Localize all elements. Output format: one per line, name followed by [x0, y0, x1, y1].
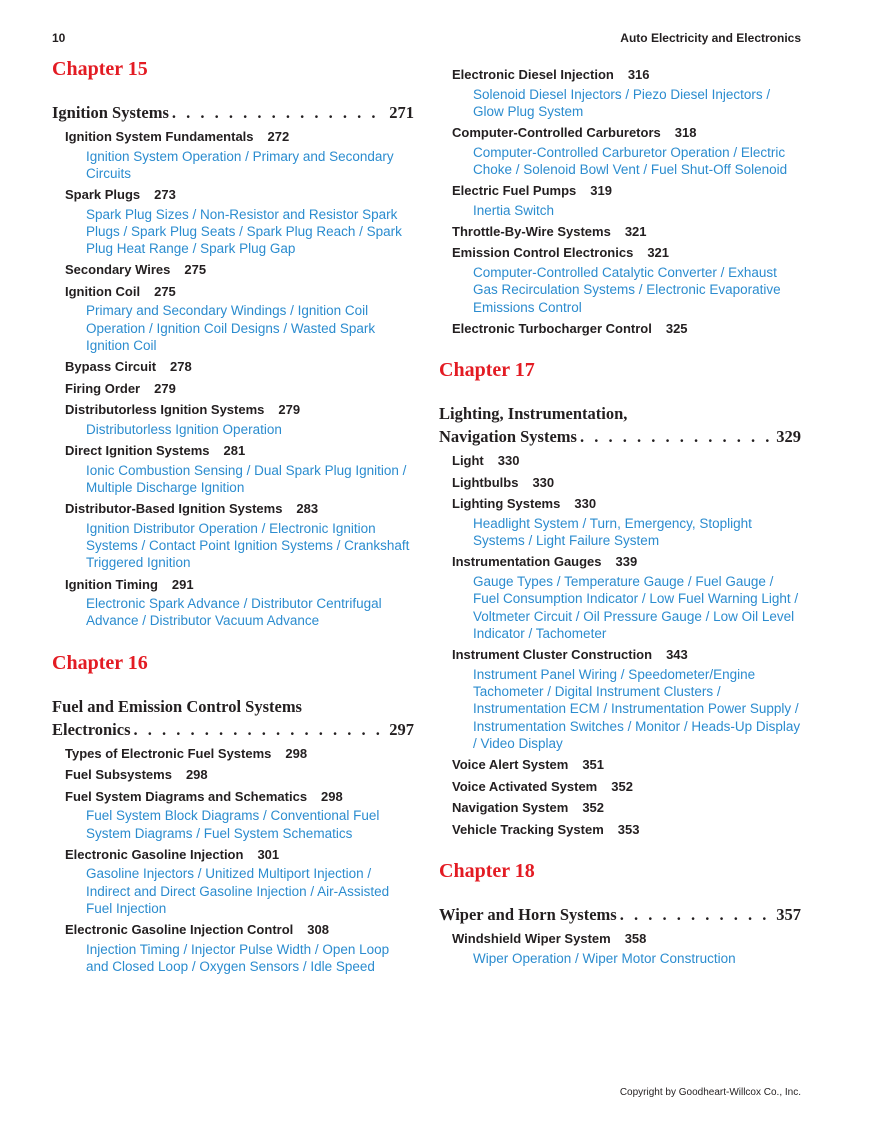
- part-page-number: 297: [389, 719, 414, 739]
- toc-entry-heading: [65, 766, 414, 784]
- toc-entry-title: Electronic Turbocharger Control: [452, 320, 652, 336]
- toc-entry-subtopics: Headlight System / Turn, Emergency, Stoplight Systems / Light Failure System: [473, 515, 752, 549]
- toc-entry: [439, 930, 801, 967]
- toc-entry-subtopics: Computer-Controlled Catalytic Converter / Exhaust Gas Recirculation Systems / Electronic Evaporative Emissions Control: [473, 264, 781, 315]
- toc-entry-subtopics: Instrument Panel Wiring / Speedometer/Engine Tachometer / Digital Instrument Clusters / Instrumentation ECM / Instrumentation Power Supply / Instrumentation Switches / Monitor / Heads-Up Display / Video Display: [473, 666, 801, 751]
- part-page-number: 271: [389, 103, 414, 122]
- toc-entry-title: Ignition Timing: [65, 576, 158, 592]
- toc-entry-subtopics: Injection Timing / Injector Pulse Width / Open Loop and Closed Loop / Oxygen Sensors / Idle Speed: [86, 941, 390, 975]
- toc-entry-page: 301: [257, 846, 280, 862]
- toc-entry-page: 352: [611, 778, 633, 794]
- chapter-16-title: [52, 695, 414, 741]
- toc-entry-subtopics: Gasoline Injectors / Unitized Multiport Injection / Indirect and Direct Gasoline Injection / Air-Assisted Fuel Injection: [86, 866, 390, 916]
- toc-entry: [52, 261, 414, 279]
- toc-entry-heading: [65, 261, 414, 279]
- toc-entry-title: Voice Alert System: [452, 757, 569, 773]
- toc-entry-subtopics: Ionic Combustion Sensing / Dual Spark Plug Ignition / Multiple Discharge Ignition: [86, 462, 407, 495]
- toc-entry-title: Navigation System: [452, 800, 569, 816]
- toc-entry: [52, 186, 414, 257]
- toc-entry-heading: [452, 778, 801, 796]
- toc-entry-page: 321: [624, 223, 647, 239]
- topic-list: [439, 452, 801, 838]
- toc-entry-heading: [65, 921, 414, 939]
- toc-entry-page: 352: [582, 800, 605, 816]
- toc-entry-heading: [452, 66, 801, 84]
- toc-entry-title: Electronic Gasoline Injection: [65, 846, 244, 862]
- toc-entry-page: 325: [665, 320, 688, 336]
- toc-entry-heading: [65, 846, 414, 864]
- toc-entry: [52, 380, 414, 398]
- toc-entry-subtopics: Distributorless Ignition Operation: [86, 421, 282, 437]
- toc-entry: [439, 778, 801, 796]
- left-column: [52, 58, 414, 975]
- toc-entry: [52, 576, 414, 630]
- page-number: 10: [52, 31, 66, 45]
- toc-entry-subtopics: Ignition System Operation / Primary and Secondary Circuits: [86, 148, 394, 181]
- toc-entry-heading: [452, 799, 801, 817]
- toc-entry-title: Emission Control Electronics: [452, 245, 634, 261]
- toc-entry-heading: [452, 474, 801, 492]
- toc-entry-page: 351: [582, 757, 605, 773]
- toc-entry-heading: [452, 553, 801, 571]
- toc-entry-heading: [65, 576, 414, 594]
- toc-entry-heading: [452, 452, 801, 470]
- toc-entry-heading: [65, 283, 414, 301]
- toc-entry-heading: [65, 401, 414, 419]
- toc-entry-page: 321: [647, 245, 670, 261]
- toc-entry-title: Direct Ignition Systems: [65, 443, 210, 459]
- toc-entry-heading: [65, 380, 414, 398]
- toc-entry-title: Voice Activated System: [452, 778, 598, 794]
- toc-entry-title: Windshield Wiper System: [452, 931, 611, 947]
- toc-entry: [439, 66, 801, 120]
- toc-entry-title: Ignition Coil: [65, 283, 141, 299]
- part-page-number: 329: [776, 427, 801, 447]
- toc-entry-page: 330: [574, 496, 597, 512]
- toc-entry-page: 353: [617, 821, 640, 837]
- toc-entry-heading: [452, 223, 801, 241]
- toc-entry: [439, 821, 801, 839]
- toc-entry-page: 281: [223, 443, 246, 459]
- toc-entry-title: Ignition System Fundamentals: [65, 129, 254, 144]
- toc-entry-heading: [65, 788, 414, 806]
- toc-entry-subtopics: Ignition Distributor Operation / Electronic Ignition Systems / Contact Point Ignition Systems / Crankshaft Triggered Ignition: [86, 520, 410, 571]
- part-page-number: 357: [776, 905, 801, 925]
- toc-entry-heading: [65, 186, 414, 204]
- toc-entry-title: Throttle-By-Wire Systems: [452, 223, 611, 239]
- toc-entry-title: Electronic Gasoline Injection Control: [65, 922, 294, 938]
- toc-entry-heading: [452, 320, 801, 338]
- toc-entry-page: 319: [590, 183, 612, 199]
- toc-entry: [439, 320, 801, 338]
- toc-entry: [52, 283, 414, 354]
- toc-entry-page: 358: [624, 931, 647, 947]
- toc-entry-page: 339: [615, 554, 638, 570]
- toc-entry-heading: [452, 930, 801, 948]
- chapter-18-title: [439, 903, 801, 926]
- toc-entry-heading: [65, 358, 414, 376]
- toc-entry: [439, 124, 801, 178]
- toc-entry-heading: [452, 244, 801, 262]
- toc-entry-heading: [65, 745, 414, 763]
- topic-list: [52, 745, 414, 976]
- toc-entry-title: Vehicle Tracking System: [452, 821, 604, 837]
- toc-entry: [439, 474, 801, 492]
- dot-leader: [169, 101, 383, 124]
- toc-entry: [439, 646, 801, 752]
- toc-entry-page: 308: [307, 922, 329, 938]
- toc-entry: [52, 358, 414, 376]
- toc-entry-page: 343: [666, 647, 688, 663]
- toc-entry: [52, 921, 414, 975]
- chapter-18-label: Chapter 18: [439, 860, 535, 883]
- chapter-15-title: [52, 101, 414, 124]
- dot-leader: [131, 718, 384, 741]
- toc-entry-title: Types of Electronic Fuel Systems: [65, 745, 272, 761]
- toc-entry-title: Spark Plugs: [65, 187, 141, 203]
- topic-list: [439, 66, 801, 337]
- toc-entry-page: 279: [154, 380, 176, 396]
- toc-entry-title: Electronic Diesel Injection: [452, 67, 614, 82]
- toc-entry: [52, 788, 414, 842]
- toc-entry-page: 298: [285, 745, 308, 761]
- chapter-17-title: [439, 402, 801, 448]
- toc-entry: [439, 223, 801, 241]
- toc-entry-page: 278: [170, 359, 192, 375]
- toc-entry-title: Computer-Controlled Carburetors: [452, 125, 661, 141]
- right-column: [439, 58, 801, 967]
- toc-entry-heading: [452, 495, 801, 513]
- toc-entry: [439, 756, 801, 774]
- chapter-16-label: Chapter 16: [52, 651, 148, 674]
- topic-list: [52, 128, 414, 630]
- toc-entry-subtopics: Spark Plug Sizes / Non-Resistor and Resistor Spark Plugs / Spark Plug Seats / Spark Plug Reach / Spark Plug Heat Range / Spark Plug Gap: [86, 206, 402, 257]
- toc-entry-page: 273: [154, 187, 176, 203]
- toc-entry-page: 330: [497, 453, 520, 469]
- toc-entry-title: Firing Order: [65, 380, 141, 396]
- toc-entry-title: Lighting Systems: [452, 496, 561, 512]
- toc-entry-subtopics: Solenoid Diesel Injectors / Piezo Diesel Injectors / Glow Plug System: [473, 86, 771, 119]
- toc-entry-title: Secondary Wires: [65, 262, 171, 278]
- toc-entry: [52, 500, 414, 571]
- toc-entry-title: Bypass Circuit: [65, 359, 157, 375]
- toc-entry: [439, 244, 801, 315]
- toc-entry-heading: [452, 646, 801, 664]
- toc-entry-subtopics: Fuel System Block Diagrams / Conventional Fuel System Diagrams / Fuel System Schematics: [86, 808, 380, 841]
- part-title-text: Electronics: [52, 719, 131, 739]
- toc-entry-title: Electric Fuel Pumps: [452, 183, 577, 199]
- part-title-text: Ignition Systems: [52, 103, 169, 122]
- running-title: Auto Electricity and Electronics: [620, 31, 801, 45]
- toc-entry: [52, 442, 414, 496]
- part-title-line: Lighting, Instrumentation,: [439, 404, 628, 424]
- toc-entry-title: Instrumentation Gauges: [452, 554, 602, 570]
- toc-entry: [52, 766, 414, 784]
- toc-entry-title: Instrument Cluster Construction: [452, 647, 653, 663]
- toc-entry: [52, 401, 414, 438]
- toc-entry-title: Distributorless Ignition Systems: [65, 402, 265, 418]
- toc-entry-title: Lightbulbs: [452, 474, 519, 490]
- toc-entry-title: Light: [452, 453, 484, 469]
- chapter-15-label: Chapter 15: [52, 58, 148, 80]
- toc-entry-page: 275: [154, 283, 176, 299]
- toc-entry: [439, 553, 801, 642]
- footer-copyright: Copyright by Goodheart-Willcox Co., Inc.: [619, 1087, 801, 1098]
- toc-entry-heading: [452, 756, 801, 774]
- toc-entry-subtopics: Electronic Spark Advance / Distributor Centrifugal Advance / Distributor Vacuum Advance: [86, 596, 382, 629]
- toc-entry-page: 298: [185, 767, 208, 783]
- toc-entry-page: 318: [674, 125, 697, 141]
- toc-entry: [52, 128, 414, 182]
- chapter-17-label: Chapter 17: [439, 359, 535, 382]
- toc-entry-subtopics: Gauge Types / Temperature Gauge / Fuel Gauge / Fuel Consumption Indicator / Low Fuel Warning Light / Voltmeter Circuit / Oil Pressure Gauge / Low Oil Level Indicator / Tachometer: [473, 573, 799, 641]
- part-title-text: Navigation Systems: [439, 427, 577, 447]
- toc-entry-page: 279: [278, 402, 301, 418]
- toc-entry-page: 272: [267, 129, 290, 144]
- toc-entry-heading: [65, 128, 414, 146]
- dot-leader: [577, 425, 770, 448]
- part-title-line: Fuel and Emission Control Systems: [52, 696, 302, 716]
- toc-entry-heading: [452, 182, 801, 200]
- toc-entry-title: Distributor-Based Ignition Systems: [65, 501, 283, 517]
- toc-entry: [439, 495, 801, 549]
- toc-entry-subtopics: Computer-Controlled Carburetor Operation / Electric Choke / Solenoid Bowl Vent / Fuel Shut-Off Solenoid: [473, 144, 788, 177]
- toc-entry: [439, 452, 801, 470]
- toc-entry-page: 316: [627, 67, 650, 82]
- dot-leader: [617, 903, 771, 926]
- toc-entry-heading: [452, 124, 801, 142]
- toc-entry-page: 283: [296, 501, 319, 517]
- toc-entry-subtopics: Inertia Switch: [473, 202, 555, 218]
- toc-entry-page: 291: [171, 576, 194, 592]
- toc-entry-heading: [65, 442, 414, 460]
- toc-entry-page: 275: [184, 262, 207, 278]
- toc-entry-title: Fuel System Diagrams and Schematics: [65, 788, 308, 804]
- part-title-text: Wiper and Horn Systems: [439, 905, 617, 925]
- toc-entry-page: 330: [532, 474, 555, 490]
- toc-entry-title: Fuel Subsystems: [65, 767, 172, 783]
- toc-entry: [52, 745, 414, 763]
- topic-list: [439, 930, 801, 967]
- toc-entry-heading: [452, 821, 801, 839]
- toc-entry: [439, 799, 801, 817]
- toc-entry: [439, 182, 801, 219]
- toc-entry-subtopics: Primary and Secondary Windings / Ignition Coil Operation / Ignition Coil Designs / Wasted Spark Ignition Coil: [86, 303, 376, 354]
- toc-entry: [52, 846, 414, 917]
- toc-entry-subtopics: Wiper Operation / Wiper Motor Construction: [473, 950, 736, 966]
- toc-entry-heading: [65, 500, 414, 518]
- toc-entry-page: 298: [321, 788, 343, 804]
